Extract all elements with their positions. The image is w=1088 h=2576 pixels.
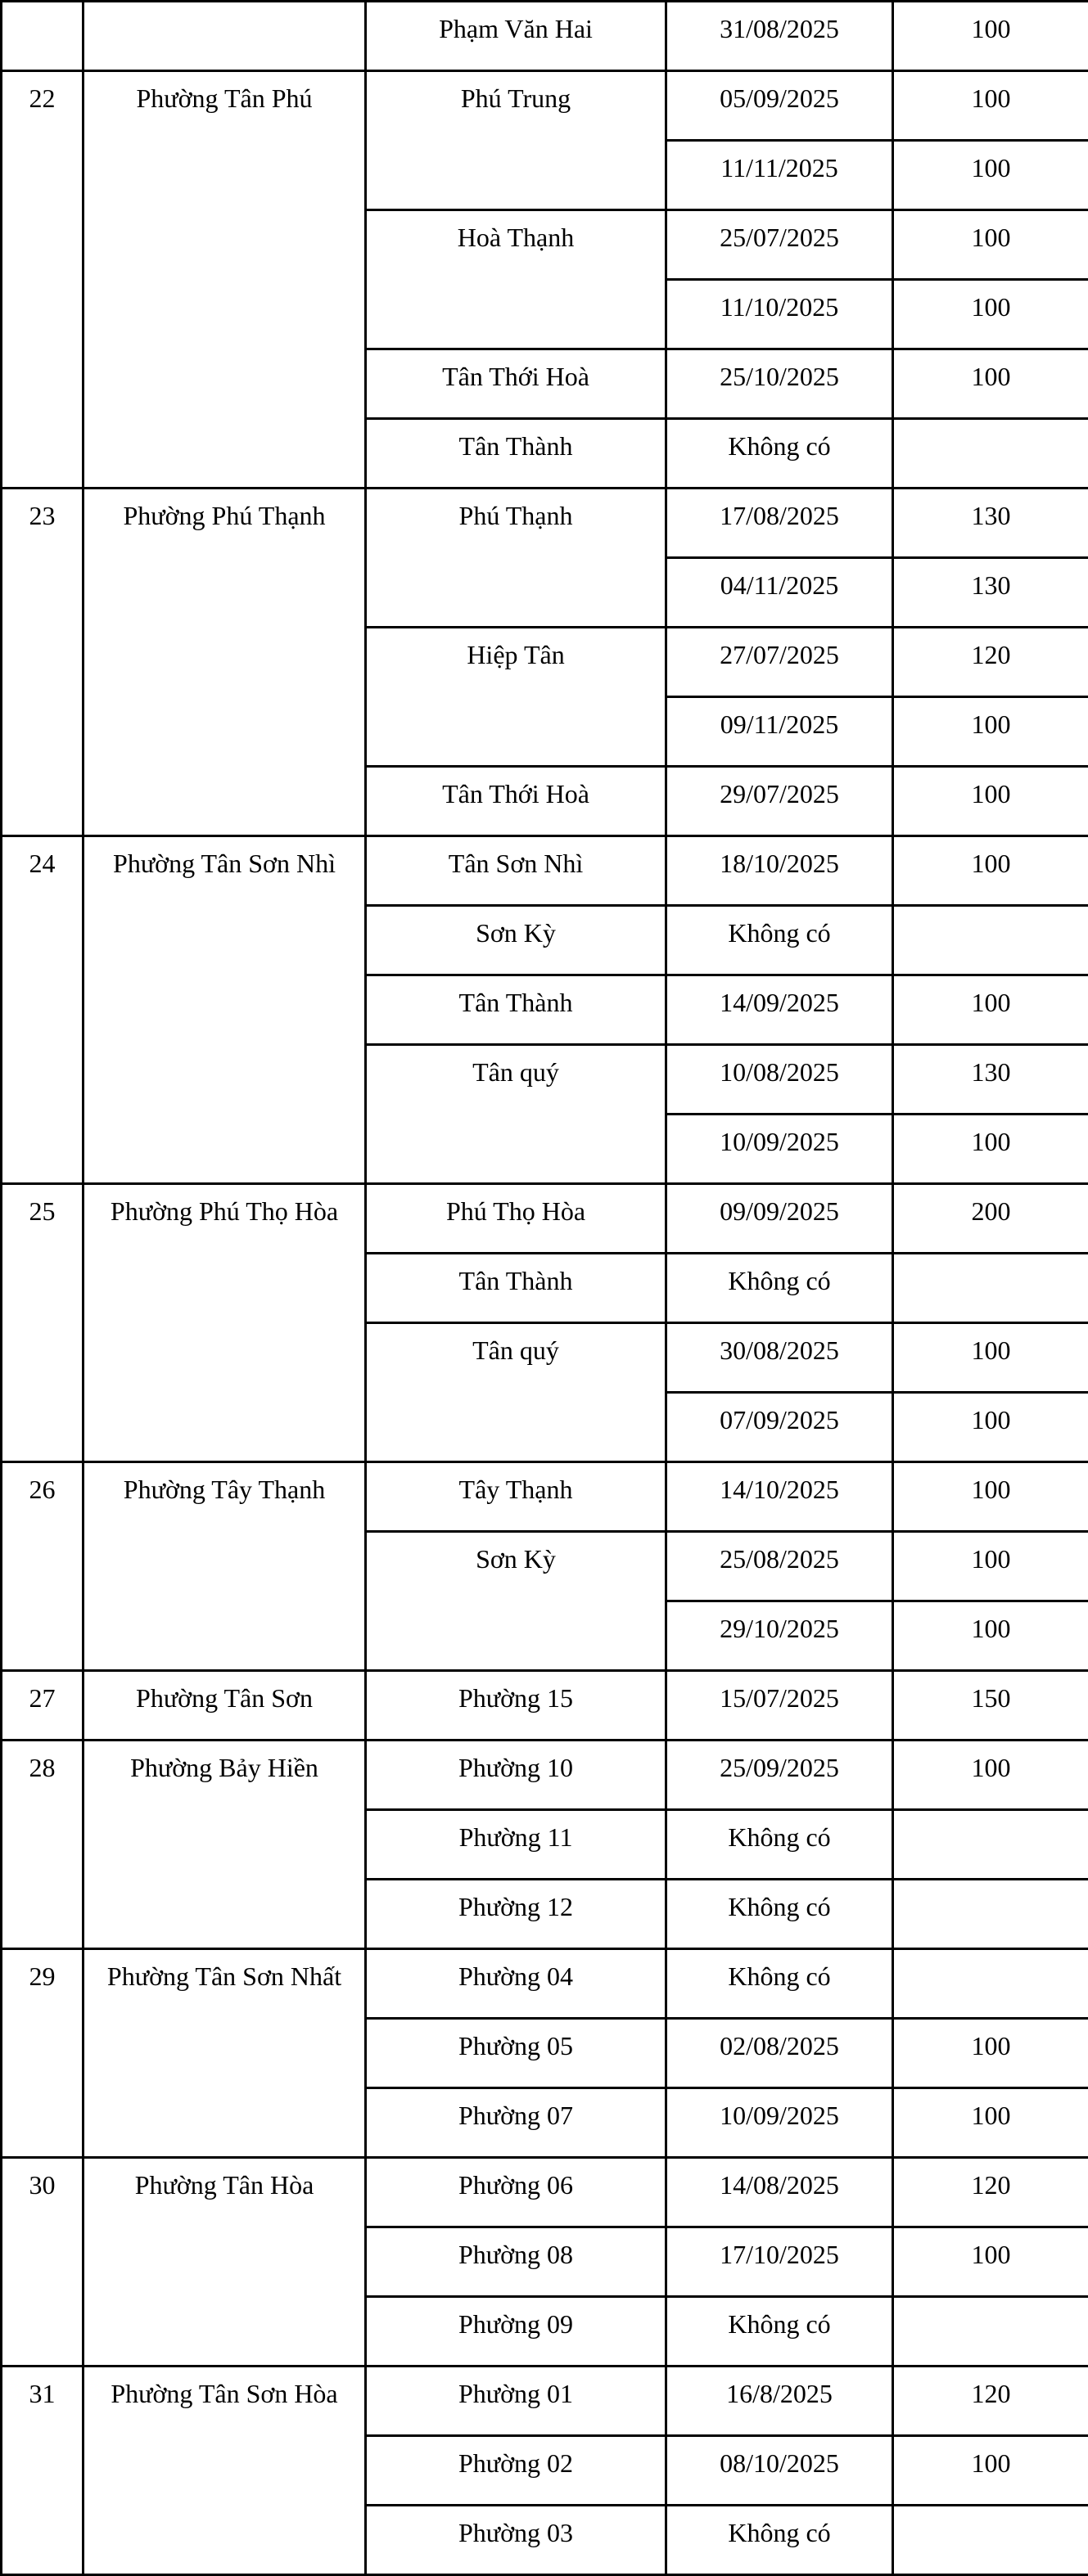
date-cell: 27/07/2025: [666, 628, 893, 697]
former-ward-cell: Phường 01: [366, 2367, 666, 2436]
quantity-cell: 100: [893, 141, 1088, 210]
quantity-cell: 100: [893, 1462, 1088, 1532]
former-ward-cell: Phường 05: [366, 2019, 666, 2088]
date-cell: Không có: [666, 1949, 893, 2019]
former-ward-cell: Sơn Kỳ: [366, 906, 666, 975]
ward-name-cell: Phường Phú Thạnh: [84, 489, 366, 836]
table-row: [2, 1741, 1088, 1810]
quantity-cell: 120: [893, 2158, 1088, 2227]
former-ward-cell: Hoà Thạnh: [366, 210, 666, 349]
former-ward-cell: Phường 07: [366, 2088, 666, 2158]
date-cell: 17/08/2025: [666, 489, 893, 558]
quantity-cell: 100: [893, 2227, 1088, 2297]
date-cell: 16/8/2025: [666, 2367, 893, 2436]
table-row: [2, 1184, 1088, 1254]
former-ward-cell: Phường 15: [366, 1671, 666, 1741]
date-cell: Không có: [666, 906, 893, 975]
former-ward-cell: Tân Sơn Nhì: [366, 836, 666, 906]
date-cell: 15/07/2025: [666, 1671, 893, 1741]
date-cell: Không có: [666, 2297, 893, 2367]
former-ward-cell: Tân Thành: [366, 1254, 666, 1323]
date-cell: 18/10/2025: [666, 836, 893, 906]
date-cell: 07/09/2025: [666, 1393, 893, 1462]
ordinal-cell: 25: [2, 1184, 84, 1462]
date-cell: Không có: [666, 1254, 893, 1323]
quantity-cell: 100: [893, 2088, 1088, 2158]
date-cell: 14/08/2025: [666, 2158, 893, 2227]
ordinal-cell: 26: [2, 1462, 84, 1671]
date-cell: 04/11/2025: [666, 558, 893, 628]
ordinal-cell: 22: [2, 71, 84, 489]
quantity-cell: [893, 2297, 1088, 2367]
former-ward-cell: Phạm Văn Hai: [366, 2, 666, 71]
date-cell: 29/07/2025: [666, 767, 893, 836]
quantity-cell: 100: [893, 2, 1088, 71]
date-cell: 11/10/2025: [666, 280, 893, 349]
ward-name-cell: Phường Tân Sơn Nhì: [84, 836, 366, 1184]
quantity-cell: 100: [893, 71, 1088, 141]
quantity-cell: 100: [893, 2436, 1088, 2506]
date-cell: Không có: [666, 2506, 893, 2575]
former-ward-cell: Tân Thành: [366, 419, 666, 489]
ordinal-cell: 24: [2, 836, 84, 1184]
ward-name-cell: Phường Tây Thạnh: [84, 1462, 366, 1671]
ordinal-cell: 23: [2, 489, 84, 836]
ordinal-cell: 29: [2, 1949, 84, 2158]
date-cell: 25/10/2025: [666, 349, 893, 419]
date-cell: Không có: [666, 419, 893, 489]
quantity-cell: [893, 419, 1088, 489]
quantity-cell: 100: [893, 1741, 1088, 1810]
former-ward-cell: Phường 10: [366, 1741, 666, 1810]
date-cell: 17/10/2025: [666, 2227, 893, 2297]
schedule-table-body: [2, 2, 1088, 2575]
date-cell: 10/09/2025: [666, 1115, 893, 1184]
date-cell: 09/09/2025: [666, 1184, 893, 1254]
quantity-cell: [893, 2506, 1088, 2575]
quantity-cell: 200: [893, 1184, 1088, 1254]
former-ward-cell: Phú Thọ Hòa: [366, 1184, 666, 1254]
quantity-cell: 100: [893, 836, 1088, 906]
quantity-cell: 100: [893, 1532, 1088, 1601]
ward-name-cell: Phường Tân Sơn: [84, 1671, 366, 1741]
quantity-cell: 100: [893, 975, 1088, 1045]
former-ward-cell: Phú Thạnh: [366, 489, 666, 628]
quantity-cell: 100: [893, 1115, 1088, 1184]
quantity-cell: [893, 1880, 1088, 1949]
former-ward-cell: Phường 06: [366, 2158, 666, 2227]
table-row: [2, 2, 1088, 71]
date-cell: 25/09/2025: [666, 1741, 893, 1810]
former-ward-cell: Phú Trung: [366, 71, 666, 210]
table-row: [2, 1462, 1088, 1532]
date-cell: 11/11/2025: [666, 141, 893, 210]
former-ward-cell: Tây Thạnh: [366, 1462, 666, 1532]
ordinal-cell: 31: [2, 2367, 84, 2575]
former-ward-cell: Phường 08: [366, 2227, 666, 2297]
former-ward-cell: Phường 12: [366, 1880, 666, 1949]
ward-name-cell: Phường Phú Thọ Hòa: [84, 1184, 366, 1462]
former-ward-cell: Tân Thới Hoà: [366, 349, 666, 419]
date-cell: 25/08/2025: [666, 1532, 893, 1601]
date-cell: 10/08/2025: [666, 1045, 893, 1115]
table-row: [2, 489, 1088, 558]
date-cell: 14/10/2025: [666, 1462, 893, 1532]
former-ward-cell: Phường 03: [366, 2506, 666, 2575]
former-ward-cell: Phường 02: [366, 2436, 666, 2506]
ordinal-cell: 28: [2, 1741, 84, 1949]
former-ward-cell: Hiệp Tân: [366, 628, 666, 767]
quantity-cell: 130: [893, 558, 1088, 628]
date-cell: 14/09/2025: [666, 975, 893, 1045]
ordinal-cell: 30: [2, 2158, 84, 2367]
former-ward-cell: Sơn Kỳ: [366, 1532, 666, 1671]
date-cell: 09/11/2025: [666, 697, 893, 767]
quantity-cell: 100: [893, 1323, 1088, 1393]
ward-name-cell: Phường Tân Hòa: [84, 2158, 366, 2367]
quantity-cell: 130: [893, 489, 1088, 558]
quantity-cell: 130: [893, 1045, 1088, 1115]
table-row: [2, 1949, 1088, 2019]
table-row: [2, 2367, 1088, 2436]
table-row: [2, 836, 1088, 906]
former-ward-cell: Phường 09: [366, 2297, 666, 2367]
quantity-cell: 100: [893, 349, 1088, 419]
date-cell: 02/08/2025: [666, 2019, 893, 2088]
quantity-cell: 100: [893, 1601, 1088, 1671]
ward-name-cell: Phường Tân Phú: [84, 71, 366, 489]
former-ward-cell: Tân Thành: [366, 975, 666, 1045]
date-cell: 30/08/2025: [666, 1323, 893, 1393]
former-ward-cell: Tân quý: [366, 1323, 666, 1462]
table-row: [2, 2158, 1088, 2227]
ordinal-cell: 27: [2, 1671, 84, 1741]
quantity-cell: 120: [893, 2367, 1088, 2436]
former-ward-cell: Tân quý: [366, 1045, 666, 1184]
quantity-cell: 100: [893, 210, 1088, 280]
date-cell: 05/09/2025: [666, 71, 893, 141]
date-cell: 31/08/2025: [666, 2, 893, 71]
former-ward-cell: Tân Thới Hoà: [366, 767, 666, 836]
table-row: [2, 1671, 1088, 1741]
quantity-cell: 100: [893, 280, 1088, 349]
quantity-cell: 150: [893, 1671, 1088, 1741]
former-ward-cell: Phường 04: [366, 1949, 666, 2019]
date-cell: Không có: [666, 1810, 893, 1880]
ordinal-cell: [2, 2, 84, 71]
table-row: [2, 71, 1088, 141]
date-cell: 10/09/2025: [666, 2088, 893, 2158]
quantity-cell: 100: [893, 767, 1088, 836]
ward-name-cell: Phường Tân Sơn Hòa: [84, 2367, 366, 2575]
former-ward-cell: Phường 11: [366, 1810, 666, 1880]
quantity-cell: [893, 1949, 1088, 2019]
quantity-cell: 120: [893, 628, 1088, 697]
quantity-cell: [893, 1810, 1088, 1880]
ward-name-cell: Phường Bảy Hiền: [84, 1741, 366, 1949]
date-cell: Không có: [666, 1880, 893, 1949]
date-cell: 08/10/2025: [666, 2436, 893, 2506]
quantity-cell: 100: [893, 1393, 1088, 1462]
quantity-cell: 100: [893, 2019, 1088, 2088]
quantity-cell: 100: [893, 697, 1088, 767]
date-cell: 29/10/2025: [666, 1601, 893, 1671]
date-cell: 25/07/2025: [666, 210, 893, 280]
quantity-cell: [893, 906, 1088, 975]
ward-name-cell: [84, 2, 366, 71]
quantity-cell: [893, 1254, 1088, 1323]
ward-name-cell: Phường Tân Sơn Nhất: [84, 1949, 366, 2158]
